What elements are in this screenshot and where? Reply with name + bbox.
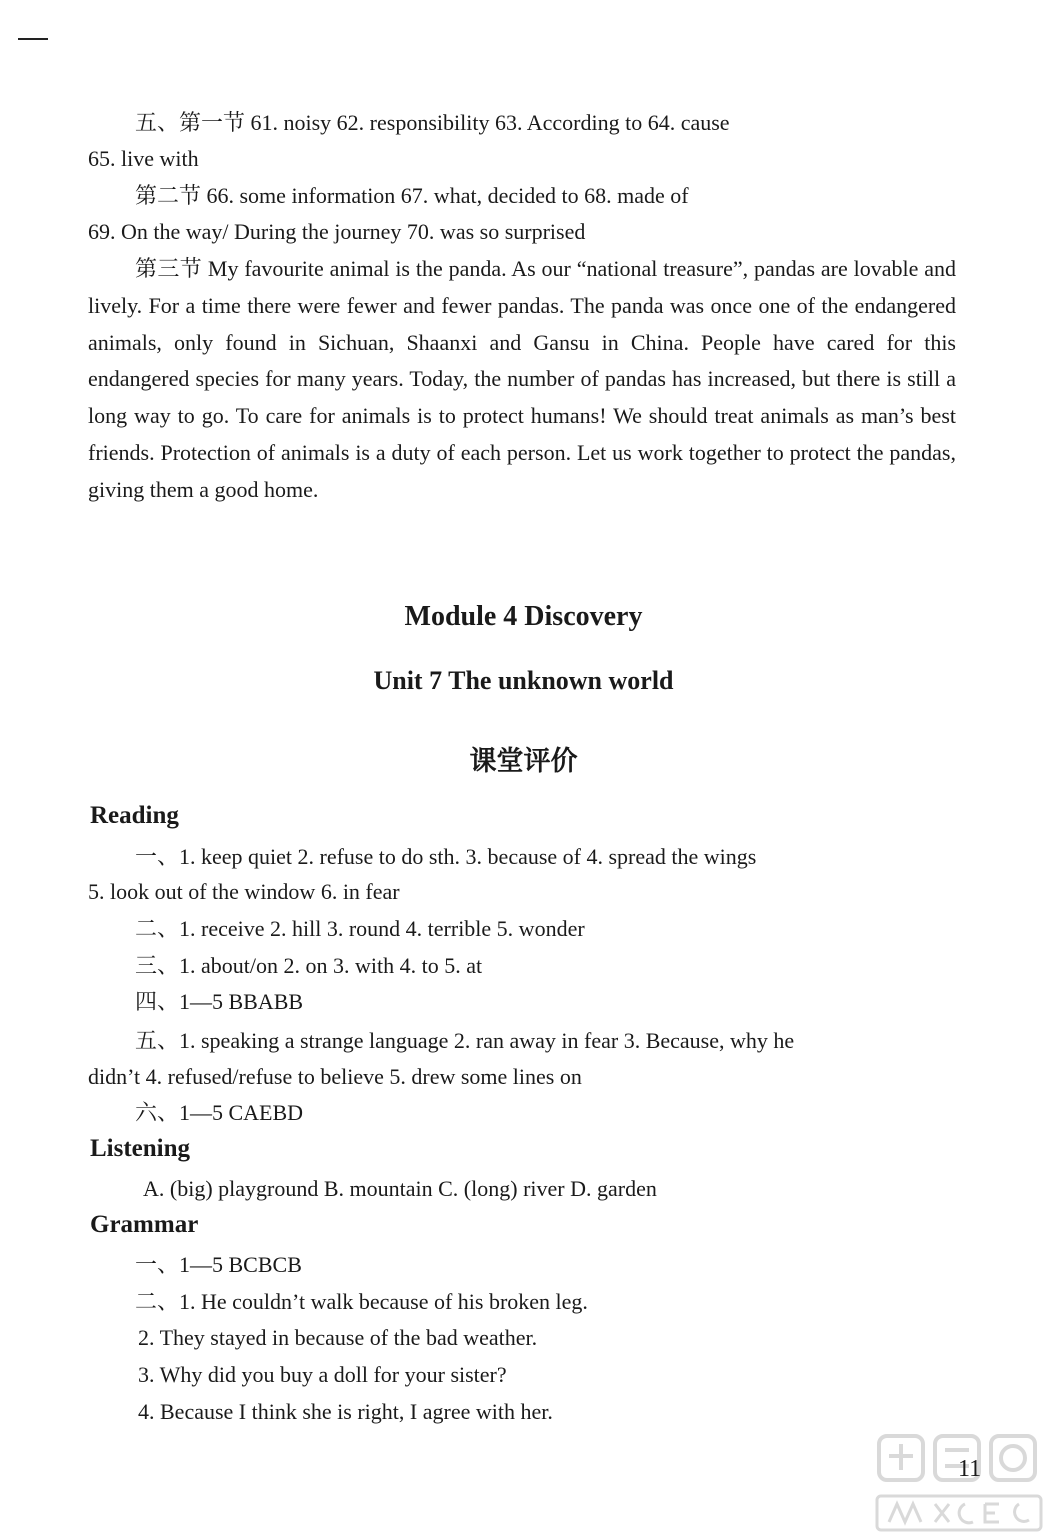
reading-line-6: 五、1. speaking a strange language 2. ran away in fear 3. Because, why he <box>135 1028 795 1053</box>
reading-line-8: 六、1—5 CAEBD <box>135 1100 304 1125</box>
reading-heading: Reading <box>90 802 179 829</box>
listening-line-1: A. (big) playground B. mountain C. (long) river D. garden <box>143 1176 657 1201</box>
section-subtitle: 课堂评价 <box>469 746 578 776</box>
grammar-heading: Grammar <box>90 1211 199 1238</box>
grammar-line-5: 4. Because I think she is right, I agree with her. <box>138 1399 553 1424</box>
grammar-line-1: 一、1—5 BCBCB <box>135 1252 302 1277</box>
section5-line-3: 第二节 66. some information 67. what, decided to 68. made of <box>135 183 689 208</box>
essay-paragraph: 第三节 My favourite animal is the panda. As our “national treasure”, pandas are lovable and lively. For a time there were fewer and fewer pandas. The panda was once one of the endangered animals, only found in Sichuan, Shaanxi and Gansu in China. People have cared for this endangered species for many years. Today, the number of pandas has increased, but there is still a long way to go. To care for animals is to protect humans! We should treat animals as man’s best friends. Protection of animals is a duty of each person. Let us work together to protect the pandas, giving them a good home. <box>88 256 956 502</box>
reading-line-7: didn’t 4. refused/refuse to believe 5. drew some lines on <box>88 1064 582 1089</box>
section5-line-4: 69. On the way/ During the journey 70. was so surprised <box>88 219 586 244</box>
reading-line-1: 一、1. keep quiet 2. refuse to do sth. 3. because of 4. spread the wings <box>135 844 757 869</box>
listening-heading: Listening <box>90 1135 191 1162</box>
reading-line-3: 二、1. receive 2. hill 3. round 4. terrible 5. wonder <box>135 916 585 941</box>
grammar-line-4: 3. Why did you buy a doll for your sister? <box>138 1362 507 1387</box>
module-title: Module 4 Discovery <box>404 601 643 632</box>
reading-line-4: 三、1. about/on 2. on 3. with 4. to 5. at <box>135 953 483 978</box>
section5-line-2: 65. live with <box>88 146 199 171</box>
grammar-line-2: 二、1. He couldn’t walk because of his broken leg. <box>135 1289 588 1314</box>
section5-line-1: 五、第一节 61. noisy 62. responsibility 63. According to 64. cause <box>135 110 730 135</box>
grammar-line-3: 2. They stayed in because of the bad weather. <box>138 1325 538 1350</box>
unit-title: Unit 7 The unknown world <box>373 666 674 695</box>
reading-line-2: 5. look out of the window 6. in fear <box>88 879 400 904</box>
page-number: 11 <box>958 1456 982 1482</box>
corner-mark <box>18 38 48 40</box>
reading-line-5: 四、1—5 BBABB <box>135 989 304 1014</box>
